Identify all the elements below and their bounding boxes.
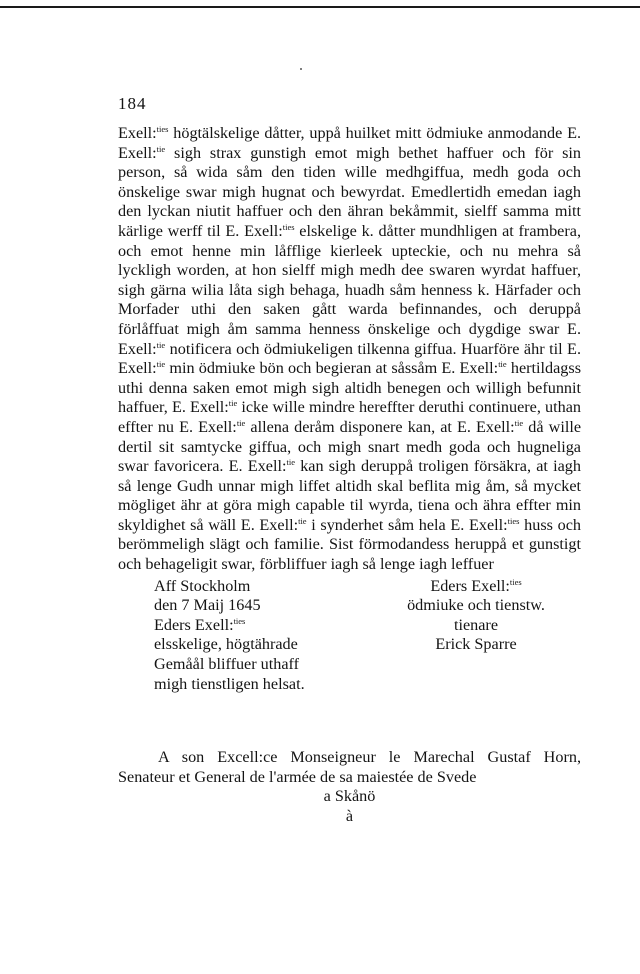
page-number: 184 <box>118 94 147 113</box>
superscript: tie <box>156 359 166 370</box>
closing-date: den 7 Maij 1645 <box>154 596 261 615</box>
superscript: tie <box>228 398 238 409</box>
address-block <box>118 748 581 826</box>
closing-left-exell <box>154 616 305 636</box>
closing-place: Aff Stockholm <box>154 576 251 595</box>
letter-paragraph <box>118 124 581 575</box>
superscript: tie <box>236 417 246 428</box>
superscript: tie <box>156 339 166 350</box>
body-text: hertildagss uthi denna saken emot migh sigh altidh benegen och willigh befunnit haffuer, E. Exell: <box>118 359 582 417</box>
superscript: ties <box>507 515 520 526</box>
exell-text: Eders Exell: <box>154 615 234 634</box>
closing-right-exell <box>371 577 581 597</box>
body-text: notificera och ödmiukeligen tilkenna giffua. Huarföre ähr til E. Exell: <box>118 339 581 378</box>
superscript: tie <box>286 457 295 468</box>
closing-left <box>154 577 305 695</box>
body-text: sigh strax gunstigh emot migh bethet haffuer och för sin person, så wida såm den tiden wille medhgiffua, medh goda och önskelige swar migh hugnat och bewyrdat. Emedlertidh emedan iagh den lyckan niutit haffuer och den ähran bekåmmit, sielff samma mitt kärlige werff til E. Exell: <box>118 143 581 240</box>
superscript: tie <box>298 515 307 526</box>
body-text: allena deråm disponere kan, at E. Exell: <box>245 417 515 436</box>
closing-left-line: migh tienstligen helsat. <box>154 674 305 693</box>
superscript: tie <box>514 417 524 428</box>
letter-closing <box>118 577 581 695</box>
body-text: elskelige k. dåtter mundhligen at frambera, och emot henne min låfflige kierleek upteckie, och nu mehra så lyckligh worden, at hon sielff migh medh dee swaren wyrdat haffuer, sigh gärna wilia låta sigh behaga, huadh såm henness k. Härfader och Morfader uthi den saken gått warda befinnandes, och deruppå förlåffuat migh åm samma henness önskelige och dygdige swar E. Exell: <box>118 221 581 358</box>
address-line: a Skånö <box>323 787 376 806</box>
body-text: Exell: <box>118 124 157 142</box>
body-text: huss och berömmeligh slägt och familie. Sist förmodandess heruppå et gunstigt och behageligit swar, förbliffuer iagh så lenge iagh leffuer <box>118 515 581 574</box>
superscript: ties <box>282 221 295 232</box>
superscript: tie <box>156 143 166 154</box>
body-text: då wille dertil sit samtycke giffua, och migh snart medh goda och hugneliga swar favoricera. E. Exell: <box>118 417 581 476</box>
body-text: högtälskelige dåtter, uppå huilket mitt ödmiuke anmodande E. Exell: <box>118 124 581 162</box>
body-text: kan sigh deruppå troligen försäkra, at iagh så lenge Gudh unnar migh liffet altidh skal beflita mig åm, så mycket mögliget ähr at göra migh capable til wyrda, tiena och ähra effter min skyldighet så wäll E. Exell: <box>118 457 581 534</box>
superscript: ties <box>509 576 522 587</box>
closing-right-line: ödmiuke och tienstw. <box>407 596 545 615</box>
exell-text: Eders Exell: <box>430 576 510 595</box>
signature: Erick Sparre <box>435 635 517 654</box>
address-line: à <box>345 806 354 825</box>
closing-right <box>371 577 581 655</box>
superscript: ties <box>156 124 169 134</box>
body-text: i synderhet såm hela E. Exell: <box>306 515 508 534</box>
body-text: min ödmiuke bön och begieran at såssåm E. Exell: <box>165 359 499 378</box>
address-line: A son Excell:ce Monseigneur le Marechal Gustaf Horn, <box>158 748 581 766</box>
closing-left-line: Gemåål bliffuer uthaff <box>154 655 300 674</box>
print-speck <box>300 68 302 70</box>
top-rule <box>0 6 640 8</box>
letter-body <box>118 124 581 695</box>
superscript: tie <box>498 359 507 370</box>
address-line: Senateur et General de l'armée de sa maiestée de Svede <box>118 767 477 786</box>
closing-left-line: elsskelige, högtährade <box>154 635 298 654</box>
superscript: ties <box>233 615 246 626</box>
closing-right-line: tienare <box>453 615 499 634</box>
body-text: icke wille mindre hereffter deruthi continuere, uthan effter nu E. Exell: <box>118 398 581 436</box>
